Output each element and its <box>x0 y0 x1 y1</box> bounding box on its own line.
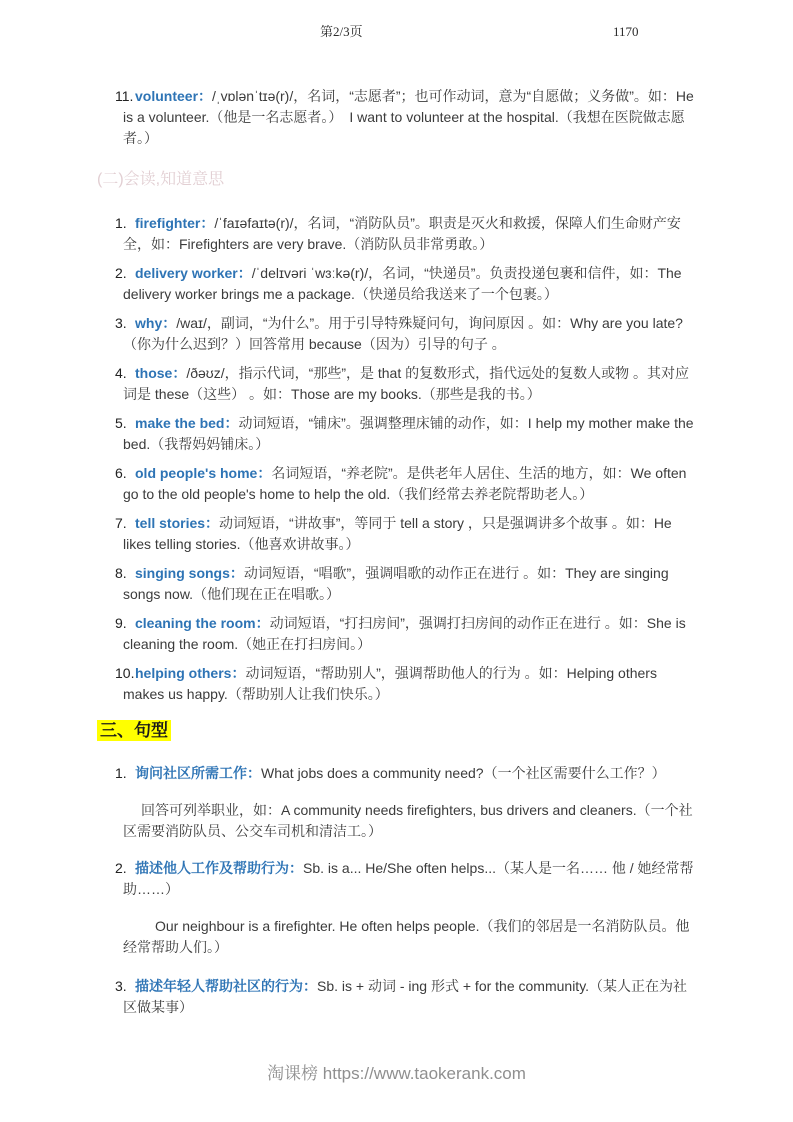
vocab-definition: 动词短语，“讲故事”，等同于 tell a story ，只是强调讲多个故事 。如：He likes telling stories.（他喜欢讲故事。） <box>123 515 672 552</box>
pattern-followup-1: 回答可列举职业，如：A community needs firefighters, bus drivers and cleaners.（一个社区需要消防队员、公交车司机和清洁工。） <box>123 802 693 839</box>
pattern-label: 描述年轻人帮助社区的行为： <box>135 978 317 994</box>
document-number: 1170 <box>613 24 639 39</box>
pattern-text: Sb. is a... He/She often helps...（某人是一名…… 他 / 她经常帮助……） <box>123 860 694 897</box>
pattern-label: 描述他人工作及帮助行为： <box>135 860 303 876</box>
vocab-definition: 动词短语，“铺床”。强调整理床铺的动作，如：I help my mother make the bed.（我帮妈妈铺床。） <box>123 415 694 452</box>
vocab-term: tell stories： <box>135 515 220 531</box>
item-number: 10. <box>115 665 135 681</box>
vocab-item-10 <box>0 663 698 705</box>
pattern-item-2 <box>0 858 698 900</box>
section-heading-patterns <box>97 719 793 743</box>
section-heading-reading: (二)会读,知道意思 <box>97 171 225 188</box>
vocab-term: cleaning the room： <box>135 615 270 631</box>
item-number: 3. <box>115 315 127 331</box>
item-number: 7. <box>115 515 127 531</box>
vocab-item-6 <box>0 463 698 505</box>
vocab-item-2 <box>0 263 698 305</box>
item-number: 11. <box>115 88 134 104</box>
item-number: 5. <box>115 415 127 431</box>
vocab-item-8 <box>0 563 698 605</box>
vocab-term: firefighter： <box>135 215 215 231</box>
vocab-item-11 <box>0 86 698 149</box>
vocab-term: singing songs： <box>135 565 244 581</box>
item-number: 1. <box>115 215 127 231</box>
vocab-item-7 <box>0 513 698 555</box>
pattern-text: Sb. is + 动词 - ing 形式 + for the community.（某人正在为社区做某事） <box>123 978 688 1015</box>
item-number: 2. <box>115 265 127 281</box>
vocab-term: why： <box>135 315 177 331</box>
vocab-definition: 动词短语，“帮助别人”，强调帮助他人的行为 。如：Helping others makes us happy.（帮助别人让我们快乐。） <box>123 665 657 702</box>
vocab-term: make the bed： <box>135 415 239 431</box>
item-number: 1. <box>115 765 127 781</box>
pattern-text: What jobs does a community need?（一个社区需要什么工作？） <box>261 765 666 781</box>
vocab-item-4 <box>0 363 698 405</box>
vocab-item-3 <box>0 313 698 355</box>
item-number: 6. <box>115 465 127 481</box>
vocab-term: helping others： <box>135 665 246 681</box>
vocab-definition: 动词短语，“打扫房间”，强调打扫房间的动作正在进行 。如：She is cleaning the room.（她正在打扫房间。） <box>123 615 686 652</box>
pattern-item-3 <box>0 976 698 1018</box>
vocab-term: delivery worker： <box>135 265 252 281</box>
vocab-term: old people's home： <box>135 465 272 481</box>
vocab-term: volunteer： <box>135 88 213 104</box>
vocab-definition: /ˈdelɪvəri ˈwɜːkə(r)/，名词，“快递员”。负责投递包裹和信件，如：The delivery worker brings me a package.（快递员给我送来了一个包裹。） <box>123 265 682 302</box>
footer-watermark: 淘课榜 https://www.taokerank.com <box>267 1064 526 1083</box>
vocab-definition: /ˈfaɪəfaɪtə(r)/，名词，“消防队员”。职责是灭火和救援，保障人们生命财产安全，如：Firefighters are very brave.（消防队员非常勇敢。） <box>123 215 681 252</box>
page-indicator: 第2/3页 <box>320 24 363 39</box>
vocab-definition: 动词短语，“唱歌”，强调唱歌的动作正在进行 。如：They are singing songs now.（他们现在正在唱歌。） <box>123 565 669 602</box>
page-header <box>0 21 793 39</box>
highlighted-heading-text: 三、句型 <box>97 720 171 741</box>
document-body <box>0 86 793 1018</box>
vocab-definition: /waɪ/，副词，“为什么”。用于引导特殊疑问句，询问原因 。如：Why are you late?（你为什么迟到？）回答常用 because（因为）引导的句子 。 <box>123 315 683 352</box>
item-number: 9. <box>115 615 127 631</box>
vocab-item-9 <box>0 613 698 655</box>
pattern-item-1 <box>0 763 698 784</box>
pattern-followup-2: Our neighbour is a firefighter. He often helps people.（我们的邻居是一名消防队员。他经常帮助人们。） <box>123 918 690 955</box>
vocab-definition: /ˌvɒlənˈtɪə(r)/，名词，“志愿者”；也可作动词，意为“自愿做；义务做”。如：He is a volunteer.（他是一名志愿者。） I want to volunteer at the hospital.（我想在医院做志愿者。） <box>123 88 694 146</box>
item-number: 2. <box>115 860 127 876</box>
vocab-term: those： <box>135 365 187 381</box>
pattern-label: 询问社区所需工作： <box>135 765 261 781</box>
vocab-item-1 <box>0 213 698 255</box>
vocab-definition: 名词短语，“养老院”。是供老年人居住、生活的地方，如：We often go to the old people's home to help the old.（我们经常去养老院帮助老人。） <box>123 465 687 502</box>
item-number: 8. <box>115 565 127 581</box>
item-number: 4. <box>115 365 127 381</box>
vocab-item-5 <box>0 413 698 455</box>
vocab-definition: /ðəʊz/，指示代词，“那些”，是 that 的复数形式，指代远处的复数人或物 。其对应词是 these（这些） 。如：Those are my books.（那些是我的书。） <box>123 365 689 402</box>
item-number: 3. <box>115 978 127 994</box>
